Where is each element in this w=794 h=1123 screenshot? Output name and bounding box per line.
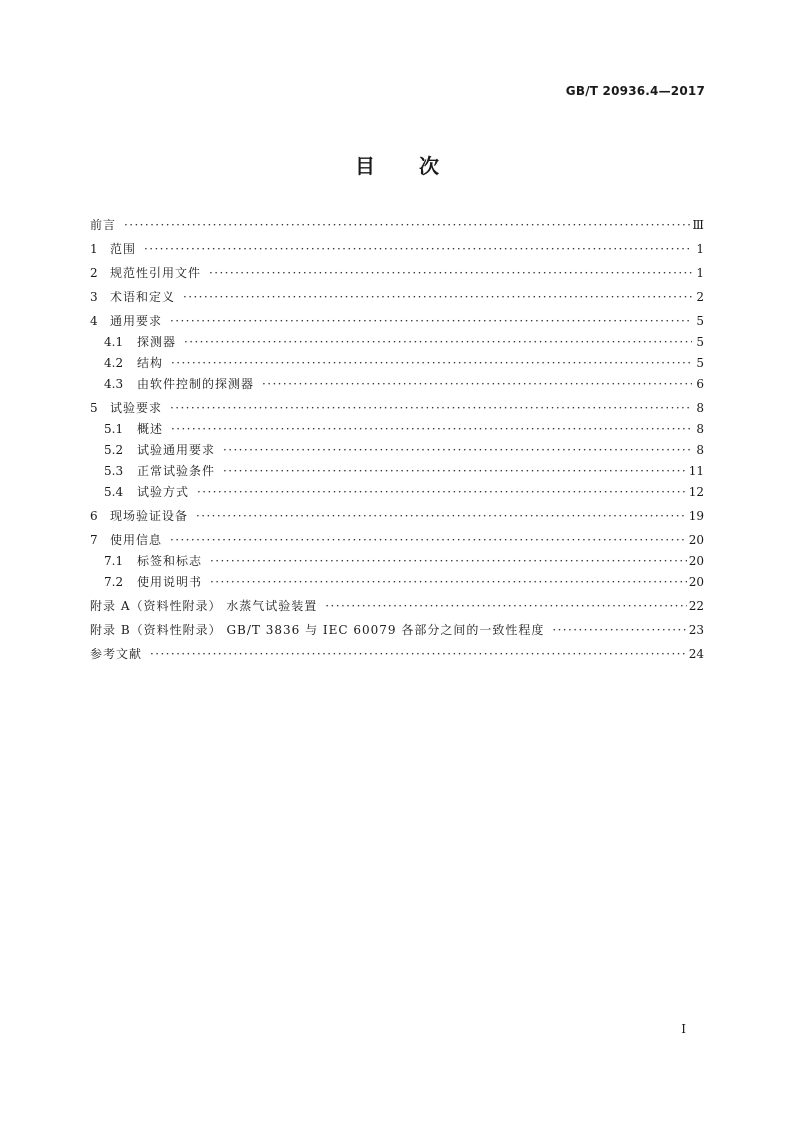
toc-entry-number: 5 <box>90 401 98 415</box>
toc-entry-title: 参考文献 <box>90 647 143 661</box>
toc-entry-title: 试验方式 <box>137 485 190 499</box>
toc-entry-number: 3 <box>90 290 98 304</box>
toc-entry-page: 5 <box>696 335 704 349</box>
toc-entry-page: 5 <box>696 314 704 328</box>
dot-leader <box>183 287 692 308</box>
toc-entry-title: 通用要求 <box>110 314 163 328</box>
dot-leader <box>210 572 687 593</box>
toc-entry[interactable] <box>90 461 704 482</box>
dot-leader <box>325 596 686 617</box>
toc-entry-title: 概述 <box>137 422 164 436</box>
toc-entry[interactable] <box>90 482 704 503</box>
toc-entry-title: 使用说明书 <box>137 575 203 589</box>
dot-leader <box>170 398 692 419</box>
dot-leader <box>262 374 692 395</box>
dot-leader <box>552 620 686 641</box>
toc-entry-number: 2 <box>90 266 98 280</box>
toc-entry-title: 探测器 <box>137 335 177 349</box>
toc-entry-number: 4.2 <box>104 356 124 370</box>
toc-entry[interactable] <box>90 530 704 551</box>
toc-entry-title: 使用信息 <box>110 533 163 547</box>
toc-entry-page: 6 <box>696 377 704 391</box>
toc-entry[interactable] <box>90 644 704 665</box>
toc-entry-title: 由软件控制的探测器 <box>137 377 255 391</box>
dot-leader <box>209 263 692 284</box>
toc-entry[interactable] <box>90 215 704 236</box>
toc-entry-page: 12 <box>688 485 704 499</box>
toc-entry[interactable] <box>90 332 704 353</box>
toc-entry[interactable] <box>90 287 704 308</box>
dot-leader <box>144 239 692 260</box>
toc-entry-page: Ⅲ <box>692 218 704 232</box>
dot-leader <box>171 419 692 440</box>
toc-entry[interactable] <box>90 419 704 440</box>
toc-entry-title: 前言 <box>90 218 117 232</box>
toc-entry-number: 7.1 <box>104 554 124 568</box>
toc-entry[interactable] <box>90 572 704 593</box>
toc-entry-page: 8 <box>696 422 704 436</box>
toc-entry[interactable] <box>90 263 704 284</box>
toc-entry-number: 4.3 <box>104 377 124 391</box>
toc-entry-number: 5.4 <box>104 485 124 499</box>
dot-leader <box>124 215 690 236</box>
toc-entry-title: 术语和定义 <box>110 290 176 304</box>
dot-leader <box>150 644 687 665</box>
toc-entry-page: 20 <box>688 554 704 568</box>
toc-entry-number: 6 <box>90 509 98 523</box>
dot-leader <box>171 353 692 374</box>
dot-leader <box>170 530 687 551</box>
toc-entry-page: 20 <box>688 533 704 547</box>
toc-entry-number: 5.3 <box>104 464 124 478</box>
toc-entry[interactable] <box>90 311 704 332</box>
page-number: I <box>681 1022 686 1036</box>
toc-entry[interactable] <box>90 596 704 617</box>
toc-entry-page: 20 <box>688 575 704 589</box>
toc-entry-number: 4.1 <box>104 335 124 349</box>
toc-entry-page: 2 <box>696 290 704 304</box>
toc-entry-title: 范围 <box>110 242 137 256</box>
toc-entry-number: 5.2 <box>104 443 124 457</box>
standard-number: GB/T 20936.4—2017 <box>565 84 705 98</box>
dot-leader <box>223 440 692 461</box>
dot-leader <box>196 506 687 527</box>
toc-entry-number: 7 <box>90 533 98 547</box>
dot-leader <box>210 551 687 572</box>
toc-entry-title: 附录 B（资料性附录） GB/T 3836 与 IEC 60079 各部分之间的一致性程度 <box>90 623 545 637</box>
toc-entry-page: 22 <box>688 599 704 613</box>
toc-entry[interactable] <box>90 398 704 419</box>
toc-entry-number: 7.2 <box>104 575 124 589</box>
toc-entry-page: 19 <box>688 509 704 523</box>
toc-entry-number: 4 <box>90 314 98 328</box>
toc-entry-number: 1 <box>90 242 98 256</box>
toc-entry[interactable] <box>90 506 704 527</box>
toc-entry[interactable] <box>90 620 704 641</box>
toc-entry-title: 试验通用要求 <box>137 443 216 457</box>
dot-leader <box>197 482 687 503</box>
toc-entry-page: 1 <box>696 242 704 256</box>
table-of-contents <box>90 215 704 665</box>
dot-leader <box>223 461 687 482</box>
toc-entry-number: 5.1 <box>104 422 124 436</box>
toc-entry-page: 5 <box>696 356 704 370</box>
toc-entry-page: 1 <box>696 266 704 280</box>
toc-entry-page: 8 <box>696 443 704 457</box>
toc-entry-title: 现场验证设备 <box>110 509 189 523</box>
toc-entry-title: 正常试验条件 <box>137 464 216 478</box>
toc-entry-page: 11 <box>688 464 704 478</box>
toc-entry[interactable] <box>90 440 704 461</box>
toc-entry-page: 23 <box>688 623 704 637</box>
toc-entry-title: 规范性引用文件 <box>110 266 202 280</box>
toc-entry[interactable] <box>90 551 704 572</box>
toc-entry-title: 试验要求 <box>110 401 163 415</box>
toc-entry[interactable] <box>90 239 704 260</box>
toc-entry[interactable] <box>90 374 704 395</box>
page-title: 目次 <box>355 154 483 178</box>
toc-entry-title: 标签和标志 <box>137 554 203 568</box>
toc-entry-title: 结构 <box>137 356 164 370</box>
toc-entry-page: 8 <box>696 401 704 415</box>
toc-entry-title: 附录 A（资料性附录） 水蒸气试验装置 <box>90 599 318 613</box>
dot-leader <box>184 332 692 353</box>
dot-leader <box>170 311 692 332</box>
toc-entry[interactable] <box>90 353 704 374</box>
toc-entry-page: 24 <box>688 647 704 661</box>
